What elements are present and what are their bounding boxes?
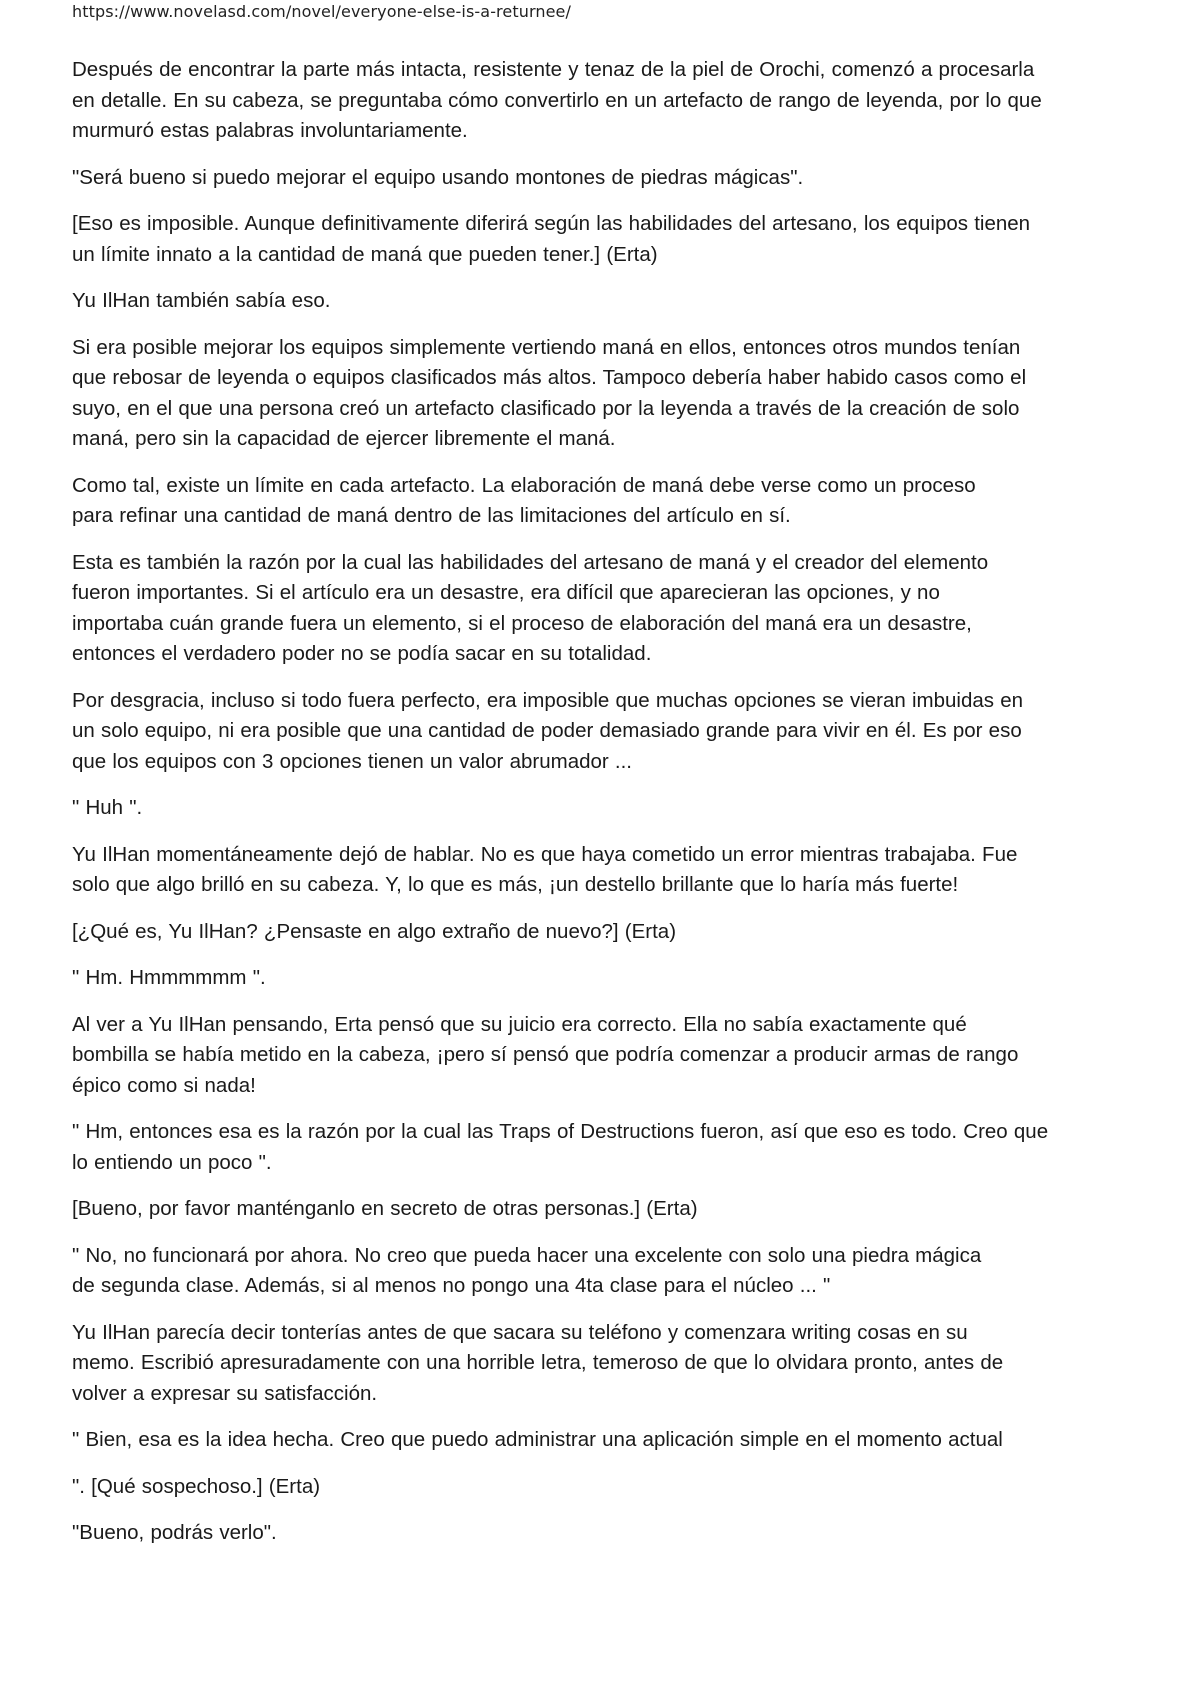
document-body (72, 55, 1122, 1565)
text-line: Como tal, existe un límite en cada artefacto. La elaboración de maná debe verse como un proceso (72, 473, 976, 497)
text-line: " Hm, entonces esa es la razón por la cual las Traps of Destructions fueron, así que eso es todo. Creo que (72, 1120, 1049, 1143)
paragraph (72, 1472, 1122, 1503)
paragraph (72, 1010, 1122, 1102)
text-line: solo que algo brilló en su cabeza. Y, lo que es más, ¡un destello brillante que lo haría más fuerte! (72, 873, 959, 896)
paragraph (72, 286, 1122, 317)
text-line: Yu IlHan también sabía eso. (72, 289, 331, 312)
text-line: lo entiendo un poco ". (72, 1150, 272, 1174)
paragraph (72, 471, 1122, 532)
text-line: un límite innato a la cantidad de maná que pueden tener.] (Erta) (72, 242, 658, 266)
paragraph (72, 1518, 1122, 1549)
paragraph (72, 1318, 1122, 1410)
text-line: entonces el verdadero poder no se podía sacar en su totalidad. (72, 642, 652, 665)
text-line: " Huh ". (72, 796, 143, 819)
paragraph (72, 1117, 1122, 1178)
paragraph (72, 793, 1122, 824)
text-line: importaba cuán grande fuera un elemento, si el proceso de elaboración del maná era un desastre, (72, 611, 972, 635)
paragraph (72, 548, 1122, 670)
paragraph (72, 917, 1122, 948)
text-line: un solo equipo, ni era posible que una cantidad de poder demasiado grande para vivir en él. Es por eso (72, 719, 1022, 742)
paragraph (72, 1425, 1122, 1456)
text-line: en detalle. En su cabeza, se preguntaba cómo convertirlo en un artefacto de rango de leyenda, por lo que (72, 88, 1042, 112)
paragraph (72, 963, 1122, 994)
text-line: "Bueno, podrás verlo". (72, 1521, 277, 1544)
text-line: maná, pero sin la capacidad de ejercer libremente el maná. (72, 427, 616, 450)
text-line: que los equipos con 3 opciones tienen un valor abrumador ... (72, 749, 633, 773)
text-line: Esta es también la razón por la cual las habilidades del artesano de maná y el creador del elemento (72, 550, 989, 574)
text-line: [Bueno, por favor manténganlo en secreto de otras personas.] (Erta) (72, 1197, 698, 1220)
text-line: Al ver a Yu IlHan pensando, Erta pensó que su juicio era correcto. Ella no sabía exactamente qué (72, 1012, 967, 1036)
text-line: [¿Qué es, Yu IlHan? ¿Pensaste en algo extraño de nuevo?] (Erta) (72, 919, 677, 943)
paragraph (72, 333, 1122, 455)
text-line: suyo, en el que una persona creó un artefacto clasificado por la leyenda a través de la creación de solo (72, 396, 1020, 420)
text-line: bombilla se había metido en la cabeza, ¡pero sí pensó que podría comenzar a producir armas de rango (72, 1043, 1019, 1066)
text-line: épico como si nada! (72, 1073, 256, 1097)
text-line: " Bien, esa es la idea hecha. Creo que puedo administrar una aplicación simple en el momento actual (72, 1428, 1003, 1451)
text-line: que rebosar de leyenda o equipos clasificados más altos. Tampoco debería haber habido casos como el (72, 366, 1027, 389)
page-url-header: https://www.novelasd.com/novel/everyone-else-is-a-returnee/ (72, 2, 571, 21)
text-line: ". [Qué sospechoso.] (Erta) (72, 1474, 321, 1498)
text-line: fueron importantes. Si el artículo era un desastre, era difícil que aparecieran las opciones, y no (72, 581, 940, 604)
text-line: " No, no funcionará por ahora. No creo que pueda hacer una excelente con solo una piedra mágica (72, 1243, 982, 1267)
text-line: para refinar una cantidad de maná dentro de las limitaciones del artículo en sí. (72, 504, 791, 527)
paragraph (72, 686, 1122, 778)
paragraph (72, 209, 1122, 270)
paragraph (72, 55, 1122, 147)
paragraph (72, 840, 1122, 901)
text-line: "Será bueno si puedo mejorar el equipo usando montones de piedras mágicas". (72, 165, 804, 189)
text-line: Por desgracia, incluso si todo fuera perfecto, era imposible que muchas opciones se vieran imbuidas en (72, 688, 1024, 712)
paragraph (72, 1241, 1122, 1302)
text-line: memo. Escribió apresuradamente con una horrible letra, temeroso de que lo olvidara pronto, antes de (72, 1351, 1004, 1374)
text-line: Si era posible mejorar los equipos simplemente vertiendo maná en ellos, entonces otros mundos tenían (72, 335, 1021, 359)
text-line: Yu IlHan parecía decir tonterías antes de que sacara su teléfono y comenzara writing cosas en su (72, 1320, 968, 1344)
text-line: volver a expresar su satisfacción. (72, 1381, 378, 1405)
text-line: Yu IlHan momentáneamente dejó de hablar. No es que haya cometido un error mientras trabajaba. Fue (72, 842, 1018, 866)
text-line: Después de encontrar la parte más intacta, resistente y tenaz de la piel de Orochi, comenzó a procesarla (72, 58, 1035, 81)
paragraph (72, 163, 1122, 194)
text-line: de segunda clase. Además, si al menos no pongo una 4ta clase para el núcleo ... " (72, 1274, 831, 1297)
paragraph (72, 1194, 1122, 1225)
text-line: " Hm. Hmmmmmm ". (72, 966, 266, 989)
text-line: [Eso es imposible. Aunque definitivamente diferirá según las habilidades del artesano, los equipos tienen (72, 212, 1031, 235)
text-line: murmuró estas palabras involuntariamente. (72, 119, 468, 142)
